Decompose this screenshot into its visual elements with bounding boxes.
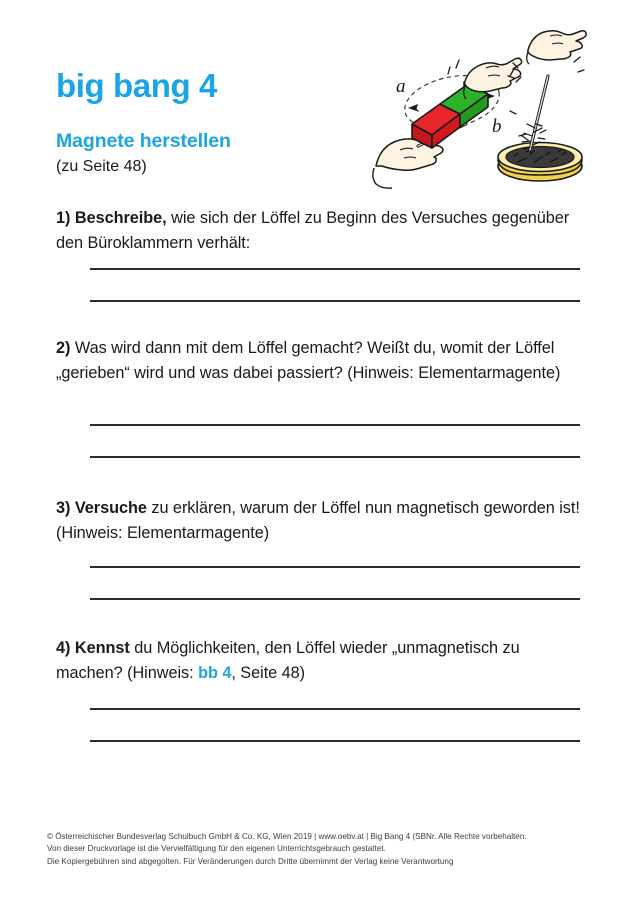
question-1-lead: Beschreibe, [74, 209, 167, 227]
question-4-lead: Kennst [74, 639, 130, 657]
page-title: big bang 4 [56, 67, 218, 104]
answer-line[interactable] [90, 740, 580, 742]
footer-usage-line: Von dieser Druckvorlage ist die Vervielfältigung für den eigenen Unterrichtsgebrauch gestattet. [47, 844, 386, 854]
question-1-number: 1) [56, 209, 71, 227]
question-2-number: 2) [56, 339, 71, 357]
answer-line[interactable] [90, 456, 580, 458]
question-2-body: Was wird dann mit dem Löffel gemacht? Weißt du, womit der Löffel „gerieben“ wird und was dabei passiert? (Hinweis: Elementarmagente) [56, 339, 561, 382]
page-reference: (zu Seite 48) [56, 158, 147, 176]
answer-line[interactable] [90, 268, 580, 270]
answer-lines-1 [90, 268, 580, 302]
illustration-svg [368, 28, 604, 190]
question-4 [56, 636, 584, 686]
answer-line[interactable] [90, 598, 580, 600]
answer-line[interactable] [90, 708, 580, 710]
footer-copyright-line: © Österreichischer Bundesverlag Schulbuch GmbH & Co. KG, Wien 2019 | www.oebv.at | Big Bang 4 (SBNr. Alle Rechte vorbehalten. [47, 832, 527, 841]
answer-line[interactable] [90, 424, 580, 426]
filings-dish-icon [498, 143, 582, 182]
bar-magnet-icon [412, 84, 488, 148]
question-3-text [56, 496, 584, 546]
answer-lines-3 [90, 566, 580, 600]
header [56, 68, 376, 176]
answer-line[interactable] [90, 566, 580, 568]
question-3-body: zu erklären, warum der Löffel nun magnetisch geworden ist! (Hinweis: Elementarmagente) [56, 499, 580, 542]
question-4-body-after: , Seite 48) [231, 663, 306, 682]
question-4-body-before: du Möglichkeiten, den Löffel wieder „unmagnetisch zu machen? (Hinweis: [56, 639, 520, 682]
book-reference-bb4: bb 4 [198, 663, 232, 682]
answer-lines-2 [90, 424, 580, 458]
answer-line[interactable] [90, 300, 580, 302]
question-3-number: 3) [56, 499, 71, 517]
question-2 [56, 336, 584, 386]
label-a: a [396, 76, 406, 97]
question-1-body: wie sich der Löffel zu Beginn des Versuches gegenüber den Büroklammern verhält: [56, 209, 570, 252]
question-3 [56, 496, 584, 546]
question-1 [56, 206, 584, 256]
question-1-text [56, 206, 584, 256]
label-b: b [492, 116, 502, 137]
question-2-text [56, 336, 584, 386]
answer-lines-4 [90, 708, 580, 742]
question-4-number: 4) [56, 639, 71, 657]
footer-fees-line: Die Kopiergebühren sind abgegolten. Für Veränderungen durch Dritte übernimmt der Verlag keine Verantwortung [47, 856, 454, 866]
footer [47, 831, 607, 868]
magnet-experiment-illustration [368, 28, 604, 190]
question-3-lead: Versuche [74, 499, 147, 517]
question-4-text [56, 636, 584, 686]
worksheet-subtitle: Magnete herstellen [56, 129, 231, 152]
